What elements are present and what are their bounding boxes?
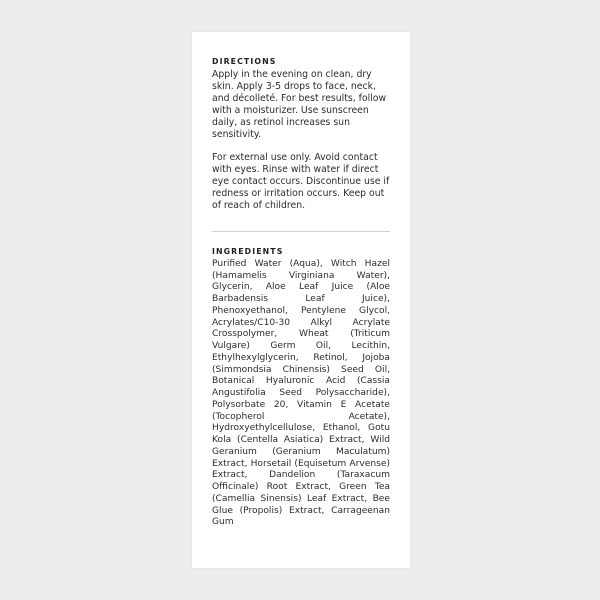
ingredients-heading: INGREDIENTS bbox=[212, 246, 284, 256]
ingredients-section bbox=[212, 247, 390, 529]
directions-heading: DIRECTIONS bbox=[212, 57, 277, 66]
section-divider bbox=[212, 231, 390, 232]
directions-warning-text: For external use only. Avoid contact with eyes. Rinse with water if direct eye contact occurs. Discontinue use if redness or irritation occurs. Keep out of reach of children. bbox=[212, 152, 390, 212]
ingredients-list-text: Purified Water (Aqua), Witch Hazel (Hamamelis Virginiana Water), Glycerin, Aloe Leaf Juice (Aloe Barbadensis Leaf Juice), Phenoxyethanol, Pentylene Glycol, Acrylates/C10-30 Alkyl Acrylate Crosspolymer, Wheat (Triticum Vulgare) Germ Oil, Lecithin, Ethylhexylglycerin, Retinol, Jojoba (Simmondsia Chinensis) Seed Oil, Botanical Hyaluronic Acid (Cassia Angustifolia Seed Polysaccharide), Polysorbate 20, Vitamin E Acetate (Tocopherol Acetate), Hydroxyethylcellulose, Ethanol, Gotu Kola (Centella Asiatica) Extract, Wild Geranium (Geranium Maculatum) Extract, Horsetail (Equisetum Arvense) Extract, Dandelion (Taraxacum Officinale) Root Extract, Green Tea (Camellia Sinensis) Leaf Extract, Bee Glue (Propolis) Extract, Carrageenan Gum bbox=[212, 258, 390, 528]
label-panel bbox=[192, 32, 410, 568]
directions-section bbox=[212, 57, 390, 212]
directions-usage-text: Apply in the evening on clean, dry skin. Apply 3-5 drops to face, neck, and décolleté. For best results, follow with a moisturizer. Use sunscreen daily, as retinol increases sun sensitivity. bbox=[212, 69, 387, 140]
